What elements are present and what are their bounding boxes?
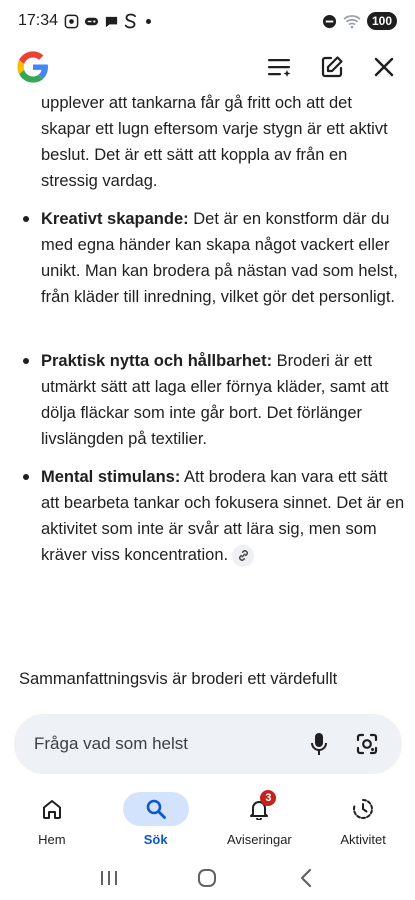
nav-item-notifications[interactable] (208, 782, 312, 854)
voice-search-button[interactable] (302, 727, 336, 761)
answer-content[interactable] (0, 80, 415, 690)
back-chevron-icon (299, 868, 313, 888)
wifi-icon (343, 14, 361, 29)
list-item (19, 464, 409, 568)
notification-dot (146, 19, 151, 24)
bullet-dot (23, 216, 29, 222)
nav-label: Hem (38, 832, 66, 847)
battery-indicator: 100 (367, 12, 397, 30)
source-link-button[interactable] (232, 545, 254, 567)
chat-bubble-icon (104, 14, 119, 29)
game-icon (84, 14, 99, 29)
home-circle-icon (197, 868, 217, 888)
screen-record-icon (64, 14, 79, 29)
home-icon (41, 798, 63, 820)
camera-lens-icon (355, 732, 379, 756)
activity-icon (352, 798, 374, 820)
link-icon (237, 549, 250, 562)
nav-item-activity[interactable] (311, 782, 415, 854)
close-button[interactable] (369, 52, 399, 82)
s-app-icon (124, 13, 137, 29)
list-item (19, 348, 409, 452)
edit-button[interactable] (317, 52, 347, 82)
bullet-title: Praktisk nytta och hållbarhet: (41, 352, 273, 370)
bullet-dot (23, 358, 29, 364)
summary-text: Sammanfattningsvis är broderi ett värdefullt (19, 670, 338, 688)
do-not-disturb-icon (322, 14, 337, 29)
bullet-dot (23, 474, 29, 480)
list-item (19, 206, 409, 310)
recent-apps-button[interactable] (89, 863, 129, 893)
nav-label: Aviseringar (226, 832, 292, 847)
bullet-text: Broderi är ett utmärkt sätt att laga eller förnya kläder, samt att dölja fläckar som inte går bort. Det förlänger livslängden på textilier. (41, 352, 389, 448)
nav-label: Aktivitet (340, 832, 386, 847)
edit-icon (320, 55, 344, 79)
nav-item-search[interactable] (104, 782, 208, 854)
bullet-title: Kreativt skapande: (41, 210, 189, 228)
summary-paragraph (19, 666, 404, 690)
status-time: 17:34 (18, 12, 59, 29)
search-icon (145, 798, 167, 820)
back-button[interactable] (286, 863, 326, 893)
bullet-text: Att brodera kan vara ett sätt att bearbeta tankar och fokusera sinnet. Det är en aktivitet som inte är svår att lära sig, men som kräver viss koncentration. (41, 468, 405, 564)
close-icon (373, 56, 395, 78)
lens-button[interactable] (350, 727, 384, 761)
paragraph-fragment: upplever att tankarna får gå fritt och att det skapar ett lugn eftersom varje stygn är ett aktivt beslut. Det är ett sätt att koppla av från en stressig vardag. (41, 94, 388, 190)
search-bar[interactable] (14, 714, 402, 774)
status-bar (0, 0, 415, 42)
history-list-icon (267, 56, 293, 78)
nav-label: Sök (143, 832, 168, 847)
bullet-text: Det är en konstform där du med egna händer kan skapa något vackert eller unikt. Man kan brodera på nästan vad som helst, från kläder till inredning, vilket gör det personligt. (41, 210, 398, 306)
recent-apps-icon (99, 869, 119, 887)
google-logo[interactable] (16, 50, 50, 84)
bullet-title: Mental stimulans: (41, 468, 181, 486)
system-nav-bar (0, 856, 415, 900)
search-input[interactable]: Fråga vad som helst (34, 734, 189, 753)
notification-badge: 3 (260, 790, 276, 806)
app-header (0, 42, 415, 92)
microphone-icon (310, 732, 328, 756)
home-system-button[interactable] (187, 863, 227, 893)
bottom-nav (0, 782, 415, 854)
history-list-button[interactable] (265, 52, 295, 82)
nav-item-home[interactable] (0, 782, 104, 854)
